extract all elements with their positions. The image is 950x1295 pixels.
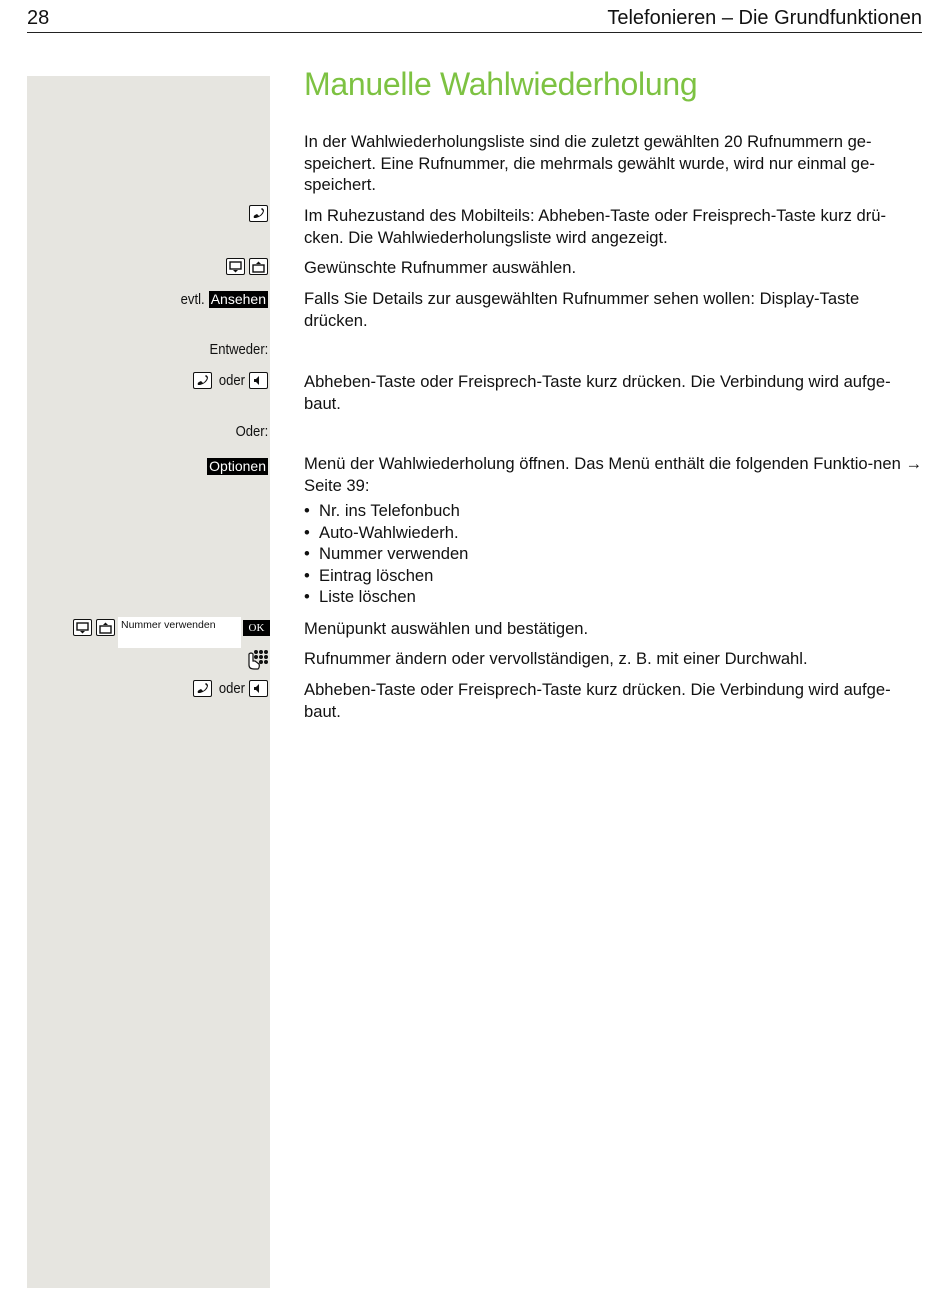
menu-item-list <box>304 500 468 608</box>
ansehen-softkey: Ansehen <box>210 291 266 307</box>
nav-down-key-icon <box>73 619 92 636</box>
list-item: • Eintrag löschen <box>304 565 468 587</box>
optionen-softkey: Optionen <box>209 458 266 474</box>
side-row-optionen <box>207 458 268 475</box>
oder-label: Oder: <box>235 424 268 440</box>
step5-text: Menü der Wahlwiederholung öffnen. Das Menü enthält die folgenden Funktio-nen → Seite 39: <box>304 454 923 495</box>
nav-down-key-icon <box>226 258 245 275</box>
step4-text: Abheben-Taste oder Freisprech-Taste kurz drücken. Die Verbindung wird aufge-baut. <box>304 372 891 413</box>
side-row-ansehen <box>178 291 268 308</box>
side-row-handset-speaker <box>193 372 268 389</box>
nav-up-key-icon <box>96 619 115 636</box>
handset-key-icon <box>193 372 212 389</box>
nav-up-key-icon <box>249 258 268 275</box>
step1-text: Im Ruhezustand des Mobilteils: Abheben-Taste oder Freisprech-Taste kurz drü-cken. Die Wahlwiederholungsliste wird angezeigt. <box>304 206 886 247</box>
speaker-key-icon <box>249 680 268 697</box>
speaker-key-icon <box>249 372 268 389</box>
list-item: • Liste löschen <box>304 586 468 608</box>
display-text: Nummer verwenden <box>121 619 216 631</box>
section-title: Manuelle Wahlwiederholung <box>304 66 698 102</box>
side-row-handset-speaker-2 <box>193 680 268 697</box>
step3-text: Falls Sie Details zur ausgewählten Rufnummer sehen wollen: Display-Taste drücken. <box>304 289 860 330</box>
ok-key: OK <box>243 620 270 636</box>
step2-text: Gewünschte Rufnummer auswählen. <box>304 258 577 277</box>
list-item: • Nr. ins Telefonbuch <box>304 500 468 522</box>
evtl-label: evtl. <box>180 291 205 308</box>
side-row-nav <box>226 258 268 275</box>
list-item: • Nummer verwenden <box>304 543 468 565</box>
step6-text: Menüpunkt auswählen und bestätigen. <box>304 619 589 638</box>
side-row-handset <box>249 205 268 222</box>
side-row-entweder <box>203 342 268 358</box>
oder-word: oder <box>218 372 245 389</box>
chapter-title: Telefonieren – Die Grundfunktionen <box>607 7 922 29</box>
list-item: • Auto-Wahlwiederh. <box>304 522 468 544</box>
page-header <box>27 6 922 33</box>
handset-key-icon <box>249 205 268 222</box>
page-number: 28 <box>27 7 50 29</box>
display-screen <box>118 617 241 648</box>
step8-text: Abheben-Taste oder Freisprech-Taste kurz drücken. Die Verbindung wird aufge-baut. <box>304 680 891 721</box>
oder-word: oder <box>218 680 245 697</box>
step7-text: Rufnummer ändern oder vervollständigen, z. B. mit einer Durchwahl. <box>304 649 808 668</box>
side-row-menu-select <box>73 619 115 636</box>
keypad-icon <box>246 649 270 671</box>
handset-key-icon <box>193 680 212 697</box>
intro-paragraph: In der Wahlwiederholungsliste sind die zuletzt gewählten 20 Rufnummern ge-speichert. Eine Rufnummer, die mehrmals gewählt wurde, wird nur einmal ge-speichert. <box>304 132 875 194</box>
entweder-label: Entweder: <box>209 342 268 358</box>
side-row-oder <box>232 424 268 440</box>
